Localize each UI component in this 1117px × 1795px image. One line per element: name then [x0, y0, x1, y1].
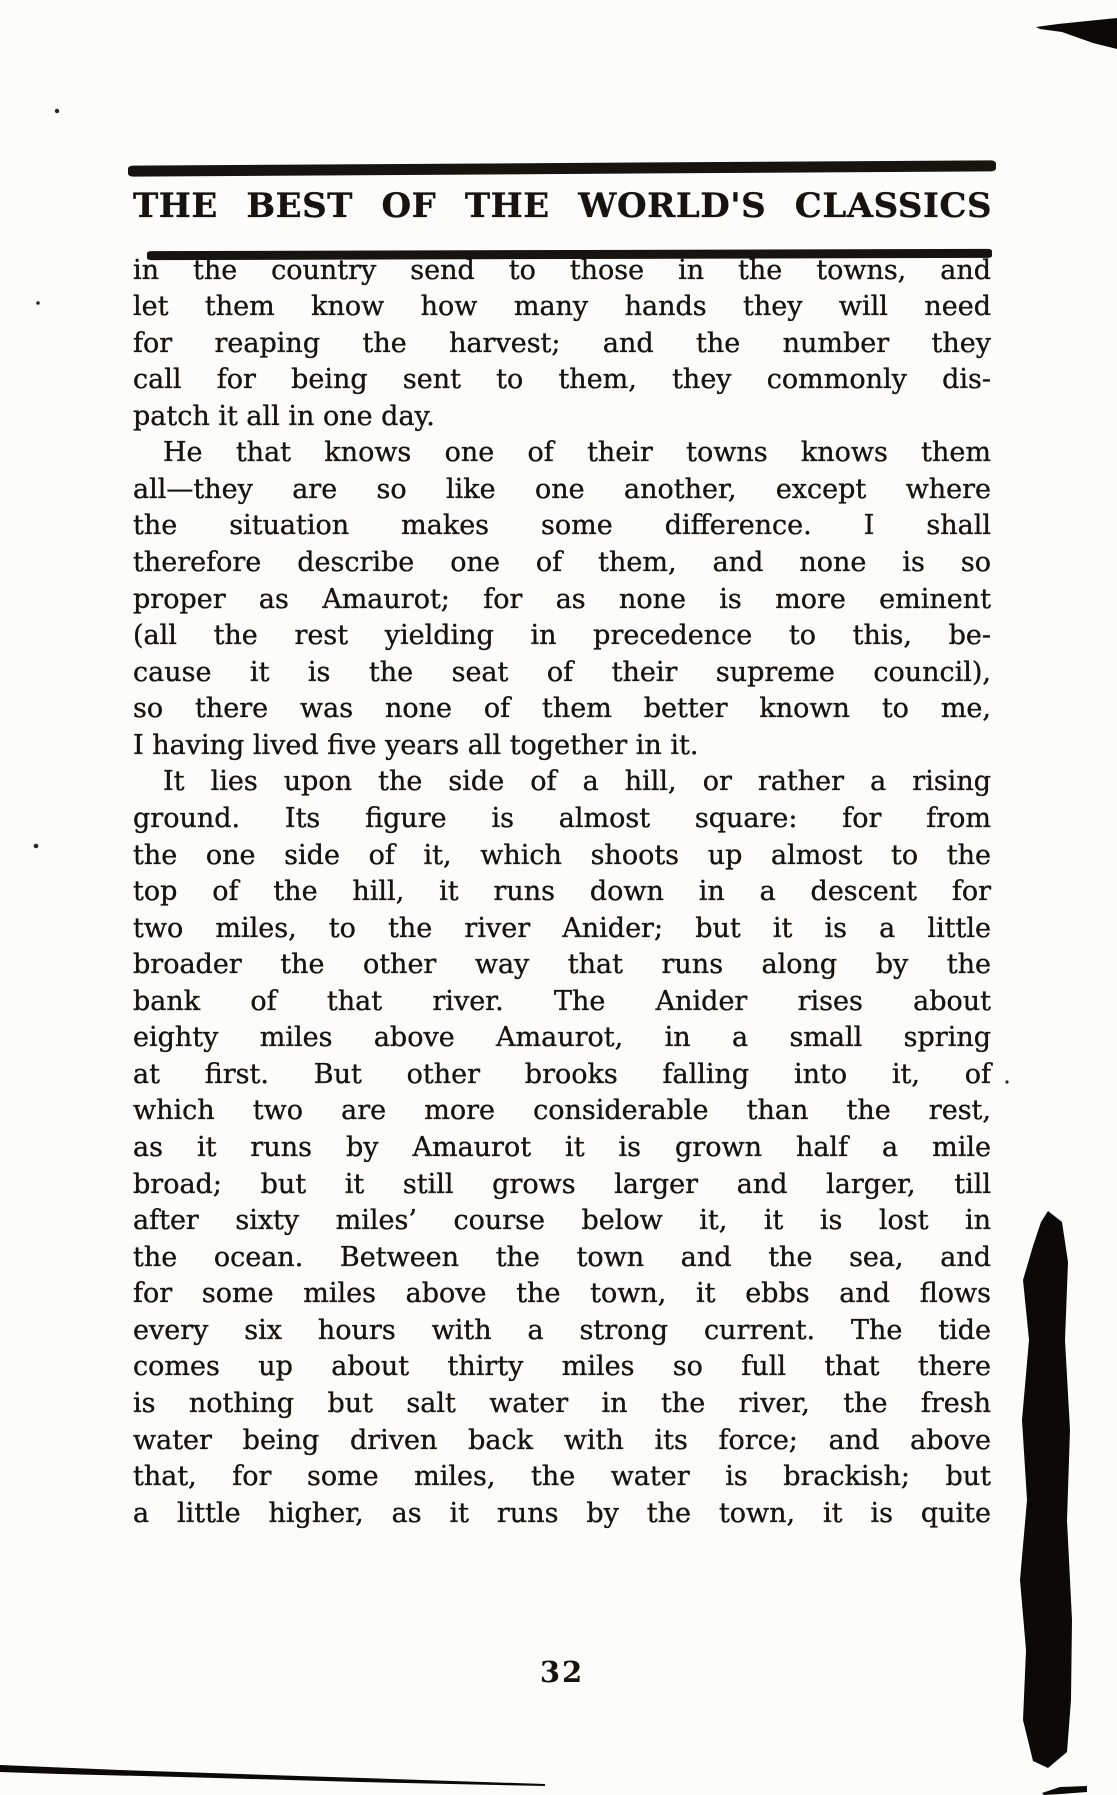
text-line: the ocean. Between the town and the sea, and	[133, 1241, 991, 1273]
text-line: two miles, to the river Anider; but it is a little	[133, 912, 991, 944]
text-line: after sixty miles’ course below it, it is lost in	[133, 1205, 991, 1237]
body-text	[133, 253, 991, 1533]
ink-speck	[1005, 1080, 1008, 1083]
text-line: all—they are so like one another, except where	[133, 473, 991, 505]
running-head-title: THE BEST OF THE WORLD'S CLASSICS	[133, 186, 992, 226]
text-line: (all the rest yielding in precedence to this, be-	[133, 620, 991, 652]
text-line: broad; but it still grows larger and larger, till	[133, 1168, 991, 1200]
text-line: cause it is the seat of their supreme council),	[133, 656, 991, 688]
text-line: every six hours with a strong current. The tide	[133, 1314, 991, 1346]
text-line: as it runs by Amaurot it is grown half a mile	[133, 1132, 991, 1163]
text-line: I having lived five years all together in it.	[133, 729, 699, 761]
text-line: for reaping the harvest; and the number they	[133, 327, 991, 359]
text-line: therefore describe one of them, and none is so	[133, 547, 991, 578]
binding-shadow-artifact	[1020, 1211, 1072, 1768]
corner-shadow-artifact	[1036, 18, 1117, 49]
text-line: eighty miles above Amaurot, in a small spring	[133, 1022, 991, 1054]
text-line: comes up about thirty miles so full that there	[133, 1351, 991, 1383]
text-line: He that knows one of their towns knows them	[163, 437, 991, 469]
ink-speck	[36, 301, 40, 305]
text-line: in the country send to those in the towns, and	[133, 254, 991, 286]
text-line: so there was none of them better known to me,	[133, 693, 991, 725]
text-line: It lies upon the side of a hill, or rather a rising	[163, 766, 991, 798]
text-line: the one side of it, which shoots up almost to the	[133, 839, 991, 871]
text-line: at first. But other brooks falling into it, of	[133, 1058, 991, 1090]
text-line: bank of that river. The Anider rises about	[133, 985, 991, 1017]
bottom-edge-line-artifact	[0, 1765, 545, 1786]
text-line: that, for some miles, the water is brackish; but	[133, 1461, 991, 1493]
text-line: the situation makes some difference. I shall	[133, 510, 991, 542]
text-line: call for being sent to them, they commonly dis-	[133, 364, 991, 396]
header-rule-top	[128, 160, 996, 176]
text-line: let them know how many hands they will need	[133, 291, 991, 323]
text-line: for some miles above the town, it ebbs and flows	[133, 1278, 991, 1310]
text-line: proper as Amaurot; for as none is more eminent	[133, 583, 991, 615]
text-line: patch it all in one day.	[133, 400, 435, 432]
text-line: top of the hill, it runs down in a descent for	[133, 876, 991, 908]
bottom-right-mark-artifact	[1042, 1786, 1087, 1795]
text-line: broader the other way that runs along by the	[133, 949, 991, 981]
text-line: which two are more considerable than the rest,	[133, 1095, 991, 1127]
ink-speck	[55, 109, 59, 113]
text-line: ground. Its figure is almost square: for from	[133, 802, 991, 834]
text-line: is nothing but salt water in the river, the fresh	[133, 1387, 991, 1419]
text-line: a little higher, as it runs by the town, it is quite	[133, 1497, 991, 1529]
page-number: 32	[539, 1655, 585, 1689]
ink-speck	[34, 844, 39, 849]
text-line: water being driven back with its force; and above	[133, 1424, 991, 1456]
